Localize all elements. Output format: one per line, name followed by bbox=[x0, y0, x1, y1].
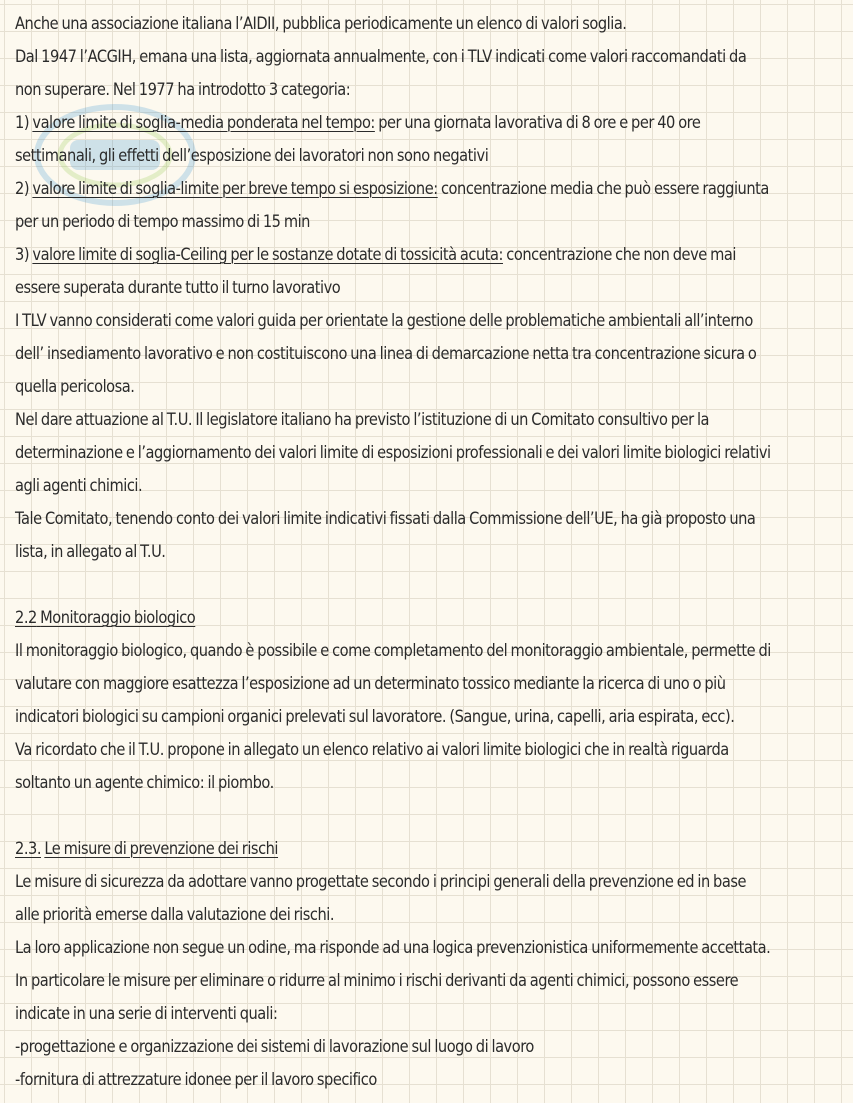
spacer bbox=[15, 800, 851, 833]
text-line: I TLV vanno considerati come valori guida per orientate la gestione delle problematiche ambientali all’interno bbox=[15, 311, 753, 331]
category-list bbox=[15, 107, 851, 305]
text-line: dell’ insediamento lavorativo e non costituiscono una linea di demarcazione netta tra concentrazione sicura o bbox=[15, 344, 757, 364]
committee-paragraph bbox=[15, 503, 851, 569]
section-number: 2.3. bbox=[15, 839, 42, 859]
tlv-paragraph bbox=[15, 305, 851, 404]
text-line: Nel dare attuazione al T.U. Il legislatore italiano ha previsto l’istituzione di un Comitato consultivo per la bbox=[15, 410, 710, 430]
text-line: In particolare le misure per eliminare o ridurre al minimo i rischi derivanti da agenti chimici, possono essere bbox=[15, 971, 739, 991]
category-number: 3) bbox=[15, 245, 30, 265]
section-biological-monitoring bbox=[15, 602, 851, 800]
spacer bbox=[15, 569, 851, 602]
text-line: indicate in una serie di interventi quali: bbox=[15, 1004, 278, 1024]
text-line: Dal 1947 l’ACGIH, emana una lista, aggiornata annualmente, con i TLV indicati come valori raccomandati da bbox=[15, 47, 747, 67]
text-line: Il monitoraggio biologico, quando è possibile e come completamento del monitoraggio ambientale, permette di bbox=[15, 641, 771, 661]
text-line: settimanali, gli effetti dell’esposizione dei lavoratori non sono negativi bbox=[15, 146, 489, 166]
category-title: valore limite di soglia-Ceiling per le sostanze dotate di tossicità acuta: bbox=[32, 245, 503, 265]
list-item: -progettazione e organizzazione dei sistemi di lavorazione sul luogo di lavoro bbox=[15, 1037, 534, 1057]
text-line: agli agenti chimici. bbox=[15, 476, 143, 496]
section-title: Monitoraggio biologico bbox=[40, 608, 196, 628]
category-text: concentrazione media che può essere raggiunta bbox=[440, 179, 769, 199]
document-page bbox=[15, 8, 851, 1097]
text-line: valutare con maggiore esattezza l’esposizione ad un determinato tossico mediante la ricerca di uno o più bbox=[15, 674, 726, 694]
text-line: essere superata durante tutto il turno lavorativo bbox=[15, 278, 341, 298]
text-line: quella pericolosa. bbox=[15, 377, 135, 397]
list-item: -fornitura di attrezzature idonee per il lavoro specifico bbox=[15, 1070, 377, 1090]
category-title: valore limite di soglia-media ponderata nel tempo: bbox=[32, 113, 375, 133]
category-item bbox=[15, 173, 851, 239]
text-line: per un periodo di tempo massimo di 15 min bbox=[15, 212, 310, 232]
section-heading bbox=[15, 833, 849, 866]
text-line: determinazione e l’aggiornamento dei valori limite di esposizioni professionali e dei valori limite biologici relativi bbox=[15, 443, 771, 463]
text-line: Anche una associazione italiana l’AIDII, pubblica periodicamente un elenco di valori soglia. bbox=[15, 14, 627, 34]
category-text: concentrazione che non deve mai bbox=[506, 245, 736, 265]
category-number: 1) bbox=[15, 113, 30, 133]
category-item bbox=[15, 107, 851, 173]
text-line: soltanto un agente chimico: il piombo. bbox=[15, 773, 274, 793]
section-heading bbox=[15, 602, 849, 635]
text-line: lista, in allegato al T.U. bbox=[15, 542, 166, 562]
intro-paragraph bbox=[15, 8, 851, 107]
section-title: Le misure di prevenzione dei rischi bbox=[44, 839, 279, 859]
section-number: 2.2 bbox=[15, 608, 37, 628]
text-line: non superare. Nel 1977 ha introdotto 3 categoria: bbox=[15, 80, 351, 100]
text-line: indicatori biologici su campioni organici prelevati sul lavoratore. (Sangue, urina, capelli, aria espirata, ecc). bbox=[15, 707, 735, 727]
category-number: 2) bbox=[15, 179, 30, 199]
tu-paragraph bbox=[15, 404, 851, 503]
category-title: valore limite di soglia-limite per breve tempo si esposizione: bbox=[32, 179, 438, 199]
text-line: alle priorità emerse dalla valutazione dei rischi. bbox=[15, 905, 335, 925]
text-line: Le misure di sicurezza da adottare vanno progettate secondo i principi generali della prevenzione ed in base bbox=[15, 872, 747, 892]
category-text: per una giornata lavorativa di 8 ore e per 40 ore bbox=[378, 113, 701, 133]
text-line: Tale Comitato, tenendo conto dei valori limite indicativi fissati dalla Commissione dell’UE, ha già proposto una bbox=[15, 509, 756, 529]
text-line: La loro applicazione non segue un odine, ma risponde ad una logica prevenzionistica uniformemente accettata. bbox=[15, 938, 771, 958]
category-item bbox=[15, 239, 851, 305]
text-line: Va ricordato che il T.U. propone in allegato un elenco relativo ai valori limite biologici che in realtà riguarda bbox=[15, 740, 729, 760]
section-risk-prevention bbox=[15, 833, 851, 1097]
